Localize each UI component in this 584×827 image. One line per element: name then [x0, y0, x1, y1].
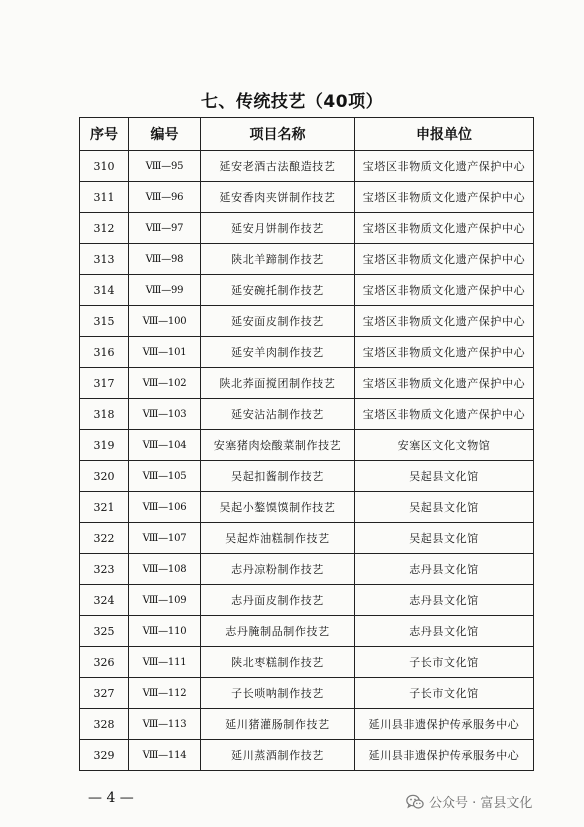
serial-cell: 319	[80, 430, 129, 461]
project-name-cell: 志丹面皮制作技艺	[201, 585, 355, 616]
serial-cell: 322	[80, 523, 129, 554]
applicant-unit-cell: 吴起县文化馆	[355, 461, 534, 492]
table-row	[80, 647, 534, 678]
applicant-unit-cell: 子长市文化馆	[355, 647, 534, 678]
code-cell: Ⅷ—103	[129, 399, 201, 430]
project-name-cell: 延安碗托制作技艺	[201, 275, 355, 306]
code-cell: Ⅷ—105	[129, 461, 201, 492]
serial-cell: 318	[80, 399, 129, 430]
serial-cell: 329	[80, 740, 129, 771]
watermark-text: 公众号 · 富县文化	[429, 796, 533, 811]
table-row	[80, 678, 534, 709]
code-cell: Ⅷ—99	[129, 275, 201, 306]
heritage-items-table	[79, 117, 534, 771]
code-cell: Ⅷ—97	[129, 213, 201, 244]
code-cell: Ⅷ—101	[129, 337, 201, 368]
project-name-cell: 延安香肉夹饼制作技艺	[201, 182, 355, 213]
serial-cell: 320	[80, 461, 129, 492]
serial-cell: 315	[80, 306, 129, 337]
project-name-cell: 延安月饼制作技艺	[201, 213, 355, 244]
project-name-cell: 安塞猪肉烩酸菜制作技艺	[201, 430, 355, 461]
code-cell: Ⅷ—100	[129, 306, 201, 337]
table-row	[80, 182, 534, 213]
serial-cell: 325	[80, 616, 129, 647]
applicant-unit-cell: 宝塔区非物质文化遗产保护中心	[355, 337, 534, 368]
applicant-unit-cell: 志丹县文化馆	[355, 554, 534, 585]
applicant-unit-cell: 宝塔区非物质文化遗产保护中心	[355, 151, 534, 182]
serial-cell: 316	[80, 337, 129, 368]
table-row	[80, 585, 534, 616]
table-row	[80, 740, 534, 771]
code-cell: Ⅷ—107	[129, 523, 201, 554]
project-name-cell: 志丹腌制品制作技艺	[201, 616, 355, 647]
watermark	[406, 792, 532, 811]
applicant-unit-cell: 安塞区文化文物馆	[355, 430, 534, 461]
serial-cell: 321	[80, 492, 129, 523]
project-name-cell: 陕北荞面搅团制作技艺	[201, 368, 355, 399]
table-row	[80, 244, 534, 275]
applicant-unit-cell: 宝塔区非物质文化遗产保护中心	[355, 368, 534, 399]
applicant-unit-cell: 延川县非遗保护传承服务中心	[355, 740, 534, 771]
project-name-cell: 吴起扣酱制作技艺	[201, 461, 355, 492]
applicant-unit-cell: 吴起县文化馆	[355, 492, 534, 523]
serial-cell: 311	[80, 182, 129, 213]
table-row	[80, 368, 534, 399]
table-header-row	[80, 118, 534, 151]
code-cell: Ⅷ—114	[129, 740, 201, 771]
applicant-unit-cell: 子长市文化馆	[355, 678, 534, 709]
code-cell: Ⅷ—98	[129, 244, 201, 275]
project-name-cell: 延川猪灌肠制作技艺	[201, 709, 355, 740]
applicant-unit-cell: 宝塔区非物质文化遗产保护中心	[355, 182, 534, 213]
applicant-unit-cell: 延川县非遗保护传承服务中心	[355, 709, 534, 740]
table-row	[80, 306, 534, 337]
code-cell: Ⅷ—96	[129, 182, 201, 213]
code-cell: Ⅷ—109	[129, 585, 201, 616]
project-name-cell: 陕北羊蹄制作技艺	[201, 244, 355, 275]
serial-cell: 312	[80, 213, 129, 244]
code-cell: Ⅷ—102	[129, 368, 201, 399]
table-row	[80, 492, 534, 523]
applicant-unit-cell: 宝塔区非物质文化遗产保护中心	[355, 399, 534, 430]
page-title: 七、传统技艺（40项）	[200, 92, 384, 112]
applicant-unit-cell: 志丹县文化馆	[355, 585, 534, 616]
wechat-icon	[406, 794, 424, 810]
header-applicant-unit: 申报单位	[355, 118, 534, 151]
serial-cell: 317	[80, 368, 129, 399]
code-cell: Ⅷ—112	[129, 678, 201, 709]
applicant-unit-cell: 宝塔区非物质文化遗产保护中心	[355, 213, 534, 244]
serial-cell: 313	[80, 244, 129, 275]
header-serial: 序号	[80, 118, 129, 151]
code-cell: Ⅷ—111	[129, 647, 201, 678]
serial-cell: 327	[80, 678, 129, 709]
applicant-unit-cell: 宝塔区非物质文化遗产保护中心	[355, 275, 534, 306]
applicant-unit-cell: 宝塔区非物质文化遗产保护中心	[355, 244, 534, 275]
applicant-unit-cell: 宝塔区非物质文化遗产保护中心	[355, 306, 534, 337]
project-name-cell: 陕北枣糕制作技艺	[201, 647, 355, 678]
header-code: 编号	[129, 118, 201, 151]
table-row	[80, 430, 534, 461]
applicant-unit-cell: 吴起县文化馆	[355, 523, 534, 554]
code-cell: Ⅷ—106	[129, 492, 201, 523]
page-number: — 4 —	[88, 790, 134, 806]
project-name-cell: 延安沾沾制作技艺	[201, 399, 355, 430]
serial-cell: 323	[80, 554, 129, 585]
serial-cell: 326	[80, 647, 129, 678]
table-row	[80, 616, 534, 647]
project-name-cell: 吴起炸油糕制作技艺	[201, 523, 355, 554]
project-name-cell: 吴起小鏊馍馍制作技艺	[201, 492, 355, 523]
table-row	[80, 461, 534, 492]
table-row	[80, 151, 534, 182]
table-row	[80, 554, 534, 585]
table-row	[80, 337, 534, 368]
table-row	[80, 275, 534, 306]
project-name-cell: 延川蒸酒制作技艺	[201, 740, 355, 771]
serial-cell: 328	[80, 709, 129, 740]
table-row	[80, 213, 534, 244]
header-project-name: 项目名称	[201, 118, 355, 151]
table-row	[80, 709, 534, 740]
code-cell: Ⅷ—113	[129, 709, 201, 740]
code-cell: Ⅷ—104	[129, 430, 201, 461]
code-cell: Ⅷ—108	[129, 554, 201, 585]
code-cell: Ⅷ—95	[129, 151, 201, 182]
table-row	[80, 399, 534, 430]
code-cell: Ⅷ—110	[129, 616, 201, 647]
project-name-cell: 延安老酒古法酿造技艺	[201, 151, 355, 182]
project-name-cell: 子长唢呐制作技艺	[201, 678, 355, 709]
serial-cell: 310	[80, 151, 129, 182]
applicant-unit-cell: 志丹县文化馆	[355, 616, 534, 647]
serial-cell: 314	[80, 275, 129, 306]
serial-cell: 324	[80, 585, 129, 616]
project-name-cell: 延安面皮制作技艺	[201, 306, 355, 337]
project-name-cell: 延安羊肉制作技艺	[201, 337, 355, 368]
table-row	[80, 523, 534, 554]
project-name-cell: 志丹凉粉制作技艺	[201, 554, 355, 585]
